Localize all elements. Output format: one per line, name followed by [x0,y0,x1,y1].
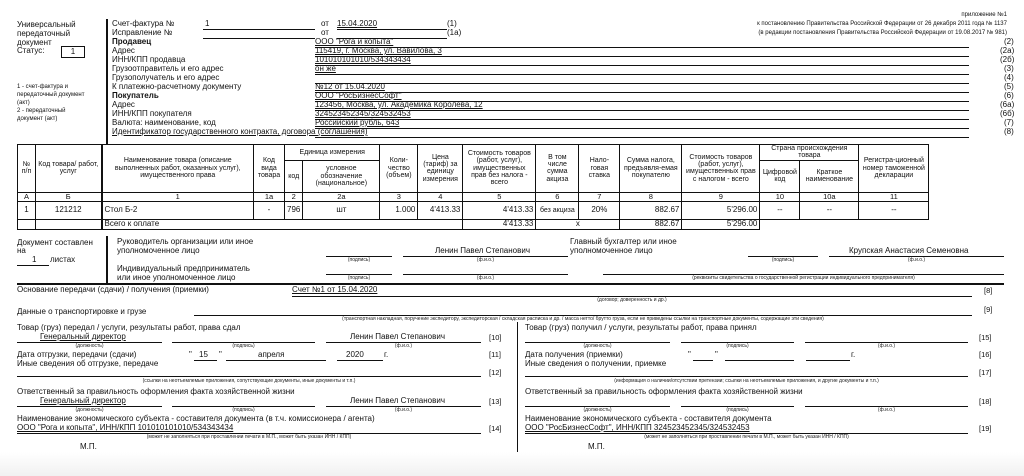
ref-3: (3) [1004,64,1014,73]
underline [194,360,217,361]
doc-type-line: Универсальный [17,20,76,29]
caption-position: (должность) [583,407,612,413]
seller-address-label: Адрес [112,46,135,55]
handed-position[interactable]: Генеральный директор [40,332,126,341]
doc-type-line: документ [17,38,52,47]
appendix-line: (в редакции постановления Правительства Российской Федерации от 19.08.2017 № 981) [758,30,1007,36]
responsible-label: Ответственный за правильность оформления факта хозяйственной жизни [17,387,295,396]
status-label: Статус: [17,46,45,55]
cell-qty: 1.000 [380,201,418,219]
total-excise: х [536,219,620,229]
entrepreneur-label-2: или иное уполномоченное лицо [117,273,236,282]
ship-year[interactable]: 2020 [346,350,364,359]
invoice-number[interactable]: 1 [205,19,210,28]
underline [315,128,969,129]
caption-entity: (может не заполняться при проставлении печати в М.П., может быть указан ИНН / КПП) [146,434,352,440]
basis-value[interactable]: Счет №1 от 15.04.2020 [292,285,378,294]
underline [337,29,447,30]
col-number: 1 [102,192,254,201]
center-divider [517,322,518,454]
caption-fio: (ф.и.о.) [394,407,413,413]
doc-type-line: передаточный [17,29,71,38]
cell-cost-no-tax: 4'413.33 [463,201,536,219]
recv-day-line[interactable] [693,360,713,361]
ship-day[interactable]: 15 [199,350,208,359]
ref-2b: (2б) [1000,55,1015,64]
currency-value[interactable]: Российский рубль, 643 [315,118,400,127]
caption-signature: (подпись) [347,257,371,263]
th-code: Код товара/ работ, услуг [36,145,102,193]
total-tax-sum: 882.67 [620,219,682,229]
underline [315,56,969,57]
cell-price: 4'413.33 [418,201,463,219]
th-tax-sum: Сумма налога, предъявля-емая покупателю [620,145,682,193]
caption-signature: (подпись) [771,257,795,263]
ref-8-bracket: [8] [984,286,993,295]
th-qty: Коли-чество (объем) [380,145,418,193]
seller-value[interactable]: ООО "Рога и копыта" [315,37,394,46]
ref-12: [12] [489,368,502,377]
buyer-label: Покупатель [112,91,159,100]
header-divider [106,19,108,144]
ref-6: (6) [1004,91,1014,100]
ref-17: [17] [979,368,992,377]
correction-label: Исправление № [112,28,173,37]
seller-inn-value[interactable]: 101010101010/534343434 [315,55,411,64]
underline [315,83,969,84]
ref-9-bracket: [9] [984,305,993,314]
ref-15: [15] [979,333,992,342]
entity-value[interactable]: ООО "Рога и копыта", ИНН/КПП 101010101010/534343434 [17,423,234,432]
total-label: Всего к оплате [102,219,463,229]
cell-cost-with-tax: 5'296.00 [682,201,760,219]
accountant-label-1: Главный бухгалтер или иное [570,237,677,246]
th-unit-code: код [285,160,303,192]
column-numbers-row [18,192,929,201]
ref-1: (1) [447,19,457,28]
buyer-value[interactable]: ООО "РосБизнесСофт" [315,91,402,100]
buyer-inn-value[interactable]: 324523452345/324532453 [315,109,411,118]
ref-5: (5) [1004,82,1014,91]
th-customs: Регистра-ционный номер таможенной декларации [859,145,929,193]
ref-13: [13] [489,397,502,406]
signature-divider [106,236,108,283]
entity-value-right[interactable]: ООО "РосБизнесСофт", ИНН/КПП 324523452345/324532453 [525,423,750,432]
underline [337,360,383,361]
status-note-line: 2 - передаточный [17,108,66,114]
pages-count[interactable]: 1 [32,255,37,264]
ref-10: [10] [489,333,502,342]
stamp-left: М.П. [80,442,97,451]
col-number: 11 [859,192,929,201]
underline [315,92,969,93]
ref-2: (2) [1004,37,1014,46]
stamp-right: М.П. [588,442,605,451]
buyer-address-label: Адрес [112,100,135,109]
th-cost-no-tax: Стоимость товаров (работ, услуг), имущественных прав без налога - всего [463,145,536,193]
col-number: 10 [760,192,800,201]
table-row[interactable] [18,201,929,219]
head-label-2: уполномоченное лицо [117,246,200,255]
underline [315,110,969,111]
responsible-position[interactable]: Генеральный директор [40,396,126,405]
other-ship-label: Иные сведения об отгрузке, передаче [17,359,159,368]
ref-2a: (2а) [1000,46,1015,55]
underline [17,265,49,266]
col-number: 5 [463,192,536,201]
underline [315,119,969,120]
underline [203,29,315,30]
entrepreneur-label-1: Индивидуальный предприниматель [117,264,250,273]
underline [226,360,326,361]
buyer-address-value[interactable]: 123456, Москва, ул. Академика Королева, 12 [315,100,483,109]
caption-fio: (ф.и.о.) [877,343,896,349]
ref-19: [19] [979,424,992,433]
cell-tax-sum: 882.67 [620,201,682,219]
payment-doc-value[interactable]: №12 от 15.04.2020 [315,82,385,91]
col-number: 2 [285,192,303,201]
cell-kind: - [254,201,285,219]
caption-other-recv: (информация о наличии/отсутствии претензии; ссылки на неотъемлемые приложения, и другие документы и т.п.) [614,378,879,384]
cell-unit-code: 796 [285,201,303,219]
th-kind: Код вида товара [254,145,285,193]
caption-basis: (договор; доверенность и др.) [597,297,667,303]
ship-date-label: Дата отгрузки, передачи (сдачи) [17,350,137,359]
accountant-label-2: уполномоченное лицо [570,246,653,255]
caption-transport: (транспортная накладная, поручение экспедитору, экспедиторская / складская расписка и др. / масса нетто/ брутто груза, если не приведены ссылки на транспортные документы, содержащие эти сведения) [342,316,824,322]
th-country-code: Цифровой код [760,160,800,192]
ref-1a: (1а) [447,28,462,37]
caption-position: (должность) [75,407,104,413]
invoice-date[interactable]: 15.04.2020 [337,19,378,28]
shipper-value[interactable]: он же [315,64,336,73]
th-name: Наименование товара (описание выполненных работ, оказанных услуг), имущественного права [102,145,254,193]
ship-year-suffix: г. [384,350,389,359]
recv-month-line[interactable] [725,360,794,361]
invoice-from-label: от [321,19,329,28]
total-cost-with-tax: 5'296.00 [682,219,760,229]
ref-14: [14] [489,424,502,433]
other-recv-label: Иные сведения о получении, приемке [525,359,667,368]
consignee-label: Грузополучатель и его адрес [112,73,220,82]
caption-other-ship: (ссылки на неотъемлемые приложения, сопутствующие документы, иные документы и т.п.) [142,378,356,384]
other-recv-input-line[interactable] [525,376,968,377]
entity-label-right: Наименование экономического субъекта - составителя документа [525,414,772,423]
recv-date-label: Дата получения (приемки) [525,350,623,359]
transport-label: Данные о транспортировке и грузе [17,307,147,316]
ref-18: [18] [979,397,992,406]
ship-month[interactable]: апреля [258,350,285,359]
cell-customs: -- [859,201,929,219]
col-number: 10а [800,192,859,201]
pages-label: листах [50,255,76,264]
underline [315,65,969,66]
th-unit-name: условное обозначение (национальное) [303,160,380,192]
col-number: 4 [418,192,463,201]
ref-4: (4) [1004,73,1014,82]
recv-year-suffix: г. [851,350,856,359]
status-note-line: передаточный документ [17,92,85,98]
ref-6b: (6б) [1000,109,1015,118]
th-unit-group: Единица измерения [285,145,380,161]
cell-tax-rate: 20% [579,201,620,219]
cell-unit-name: шт [303,201,380,219]
underline [315,74,969,75]
ref-16: [16] [979,350,992,359]
col-number: 2а [303,192,380,201]
status-note-line: (акт) [17,100,30,106]
contract-id-label: Идентификатор государственного контракта, договора (соглашения) [112,127,368,136]
caption-signature: (подпись) [347,275,371,281]
basis-label: Основание передачи (сдачи) / получения (приемки) [17,285,209,294]
th-country-name: Краткое наименование [800,160,859,192]
appendix-line: приложение №1 [961,12,1007,18]
cell-country-name: -- [800,201,859,219]
bottom-fade [0,452,1024,476]
recv-year-line[interactable] [806,360,850,361]
handed-label: Товар (груз) передал / услуги, результаты работ, права сдал [17,323,241,332]
quote-open: " [189,350,192,359]
cell-excise: без акциза [536,201,579,219]
cell-country-code: -- [760,201,800,219]
ref-11: [11] [489,350,501,359]
ref-8: (8) [1004,127,1014,136]
col-number: Б [36,192,102,201]
col-number: 1а [254,192,285,201]
cell-num: 1 [18,201,36,219]
caption-position: (должность) [583,343,612,349]
quote-open: " [688,350,691,359]
col-number: 7 [579,192,620,201]
caption-fio: (ф.и.о.) [877,407,896,413]
total-cost-no-tax: 4'413.33 [463,219,536,229]
underline [315,137,969,138]
seller-label: Продавец [112,37,152,46]
quote-close: " [715,350,718,359]
appendix-line: к постановлению Правительства Российской Федерации от 26 декабря 2011 года № 1137 [757,21,1007,27]
caption-fio: (ф.и.о.) [476,275,495,281]
goods-table [17,144,929,230]
currency-label: Валюта: наименование, код [112,118,216,127]
caption-position: (должность) [75,343,104,349]
caption-signature: (подпись) [726,407,749,413]
seller-inn-label: ИНН/КПП продавца [112,55,186,64]
col-number: 9 [682,192,760,201]
th-country-group: Страна происхождения товара [760,145,859,161]
caption-signature: (подпись) [726,343,749,349]
caption-fio: (ф.и.о.) [476,257,495,263]
shipper-label: Грузоотправитель и его адрес [112,64,224,73]
th-cost-with-tax: Стоимость товаров (работ, услуг), имущественных прав с налогом - всего [682,145,760,193]
cell-name: Стол Б-2 [102,201,254,219]
doc-composed-label: Документ составлен [17,238,93,247]
th-excise: В том числе сумма акциза [536,145,579,193]
col-number: 8 [620,192,682,201]
correction-from-label: от [321,28,329,37]
status-note-line: 1 - счет-фактура и [17,84,69,90]
caption-entity: (может не заполняться при проставлении печати в М.П., может быть указан ИНН / КПП) [644,434,849,440]
col-number: 3 [380,192,418,201]
responsible-name[interactable]: Ленин Павел Степанович [350,396,445,405]
buyer-inn-label: ИНН/КПП покупателя [112,109,192,118]
head-name[interactable]: Ленин Павел Степанович [435,246,530,255]
caption-signature: (подпись) [232,343,255,349]
status-field[interactable]: 1 [61,46,85,58]
payment-doc-label: К платежно-расчетному документу [112,82,242,91]
handed-name[interactable]: Ленин Павел Степанович [350,332,445,341]
th-num: № п/п [18,145,36,193]
caption-registration: (реквизиты свидетельства о государственной регистрации индивидуального предпринимателя) [692,275,915,281]
caption-signature: (подпись) [232,407,255,413]
ref-7: (7) [1004,118,1014,127]
caption-fio: (ф.и.о.) [394,343,413,349]
th-price: Цена (тариф) за единицу измерения [418,145,463,193]
head-label-1: Руководитель организации или иное [117,237,254,246]
total-row [18,219,929,229]
caption-fio: (ф.и.о.) [907,257,926,263]
ref-6a: (6а) [1000,100,1015,109]
quote-close: " [219,350,222,359]
accountant-name[interactable]: Крупская Анастасия Семеновна [849,246,969,255]
other-ship-input-line[interactable] [17,376,481,377]
status-note-line: документ (акт) [17,116,58,122]
underline [203,38,315,39]
col-number: А [18,192,36,201]
cell-code: 121212 [36,201,102,219]
col-number: 6 [536,192,579,201]
th-tax-rate: Нало-говая ставка [579,145,620,193]
seller-address-value[interactable]: 115419, г. Москва, ул. Вавилова, 3 [315,46,442,55]
received-label: Товар (груз) получил / услуги, результаты работ, права принял [525,323,757,332]
entity-label: Наименование экономического субъекта - составителя документа (в т.ч. комиссионера / агента) [17,414,375,423]
responsible-label-right: Ответственный за правильность оформления факта хозяйственной жизни [525,387,803,396]
invoice-number-label: Счет-фактура № [112,19,175,28]
doc-composed-on: на [17,246,26,255]
